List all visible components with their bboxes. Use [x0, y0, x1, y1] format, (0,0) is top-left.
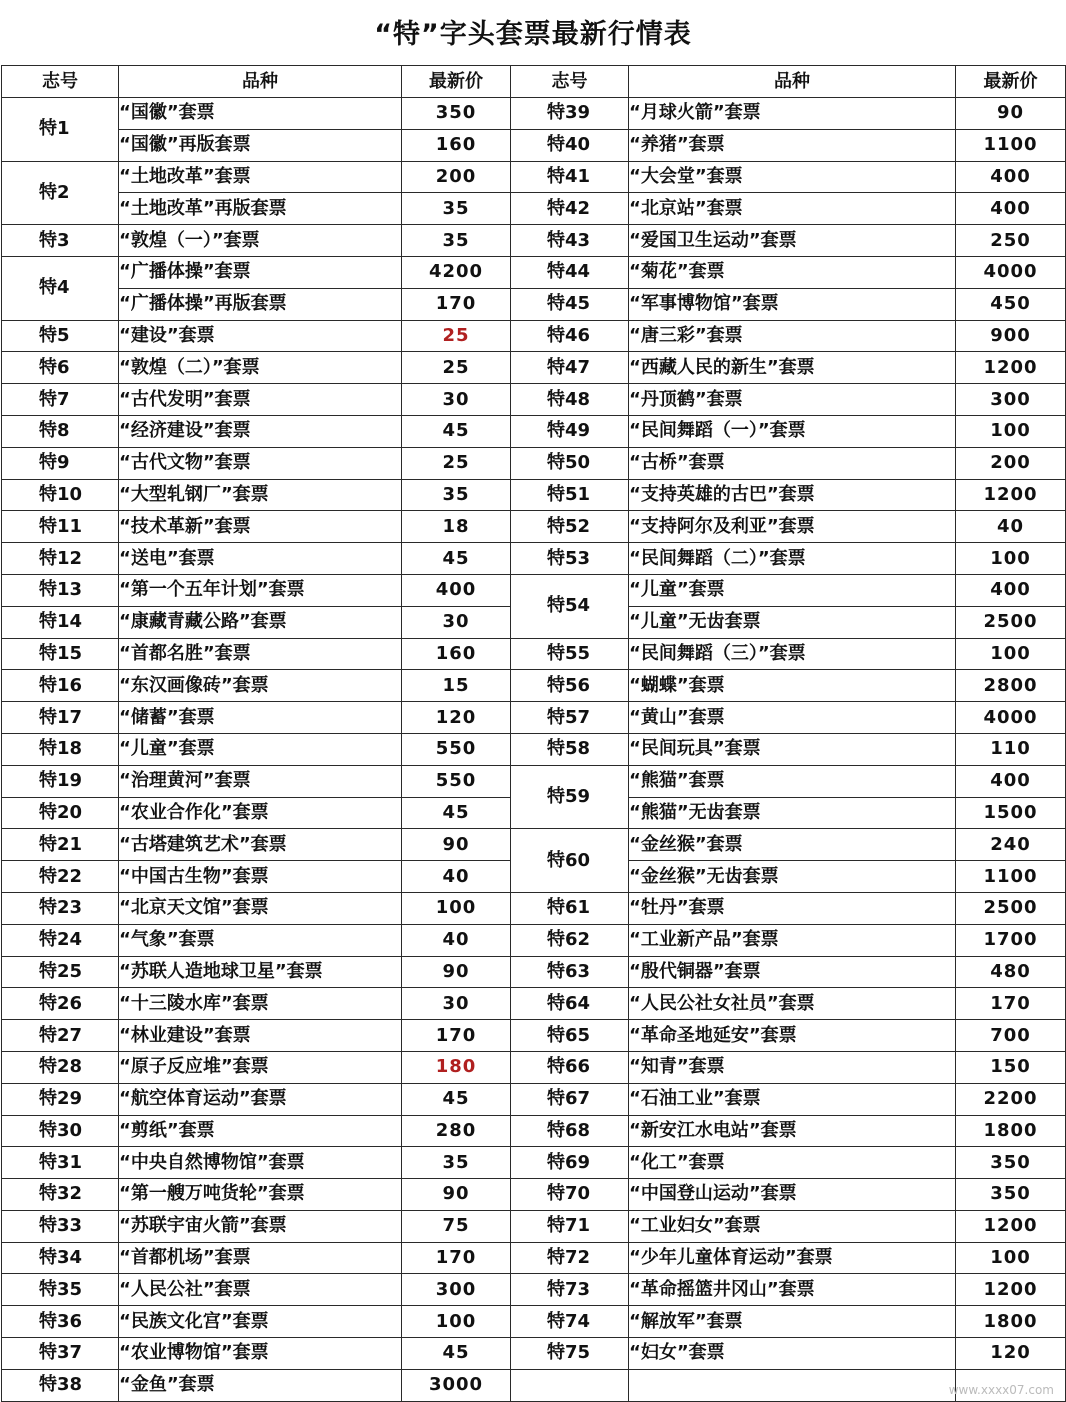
- table-row: [2, 384, 1066, 416]
- stamp-price: 900: [956, 320, 1066, 352]
- stamp-name: “工业新产品”套票: [629, 924, 956, 956]
- stamp-price: 350: [956, 1147, 1066, 1179]
- stamp-price: 25: [402, 447, 511, 479]
- table-row: [2, 320, 1066, 352]
- stamp-name: “人民公社女社员”套票: [629, 988, 956, 1020]
- table-row: [2, 765, 1066, 797]
- stamp-price: 2800: [956, 670, 1066, 702]
- table-row: [2, 193, 1066, 225]
- stamp-name: “敦煌（二）”套票: [119, 352, 402, 384]
- stamp-price: 35: [402, 1147, 511, 1179]
- table-row: [2, 161, 1066, 193]
- stamp-name: “民间玩具”套票: [629, 733, 956, 765]
- table-row: [2, 256, 1066, 288]
- stamp-price: 3000: [402, 1369, 511, 1401]
- stamp-code: 特30: [2, 1115, 119, 1147]
- stamp-name: “第一艘万吨货轮”套票: [119, 1179, 402, 1211]
- stamp-price: 25: [402, 352, 511, 384]
- stamp-price: 2500: [956, 892, 1066, 924]
- stamp-code: 特32: [2, 1179, 119, 1211]
- stamp-price: 700: [956, 1020, 1066, 1052]
- stamp-code: 特53: [511, 543, 629, 575]
- stamp-price: 170: [956, 988, 1066, 1020]
- stamp-code: 特75: [511, 1338, 629, 1370]
- table-row: [2, 829, 1066, 861]
- stamp-code: 特27: [2, 1020, 119, 1052]
- stamp-price: 400: [956, 574, 1066, 606]
- stamp-name: “人民公社”套票: [119, 1274, 402, 1306]
- stamp-price: 1800: [956, 1115, 1066, 1147]
- stamp-price: 90: [956, 98, 1066, 130]
- table-row: [2, 892, 1066, 924]
- stamp-name: “唐三彩”套票: [629, 320, 956, 352]
- stamp-code: 特28: [2, 1051, 119, 1083]
- stamp-name: “儿童”套票: [629, 574, 956, 606]
- stamp-name: “土地改革”再版套票: [119, 193, 402, 225]
- stamp-price: 200: [956, 447, 1066, 479]
- stamp-name: “民族文化宫”套票: [119, 1306, 402, 1338]
- header-price: 最新价: [956, 66, 1066, 98]
- stamp-name: “储蓄”套票: [119, 702, 402, 734]
- stamp-code: 特22: [2, 861, 119, 893]
- stamp-code: 特59: [511, 765, 629, 829]
- table-row: [2, 288, 1066, 320]
- stamp-price: 75: [402, 1210, 511, 1242]
- stamp-price: 40: [402, 861, 511, 893]
- stamp-code: 特55: [511, 638, 629, 670]
- table-row: [2, 1083, 1066, 1115]
- stamp-name: “送电”套票: [119, 543, 402, 575]
- stamp-name: “首都名胜”套票: [119, 638, 402, 670]
- stamp-price: 300: [402, 1274, 511, 1306]
- stamp-code: 特61: [511, 892, 629, 924]
- stamp-name: “蝴蝶”套票: [629, 670, 956, 702]
- stamp-price: 1200: [956, 1274, 1066, 1306]
- stamp-price: 170: [402, 1242, 511, 1274]
- table-row: [2, 670, 1066, 702]
- stamp-name: “民间舞蹈（三）”套票: [629, 638, 956, 670]
- stamp-price: 350: [402, 98, 511, 130]
- stamp-code: 特51: [511, 479, 629, 511]
- stamp-code: 特9: [2, 447, 119, 479]
- stamp-code: 特67: [511, 1083, 629, 1115]
- empty-cell: [629, 1369, 956, 1401]
- stamp-name: “丹顶鹤”套票: [629, 384, 956, 416]
- stamp-name: “古代文物”套票: [119, 447, 402, 479]
- table-row: [2, 1115, 1066, 1147]
- stamp-code: 特47: [511, 352, 629, 384]
- stamp-price: 200: [402, 161, 511, 193]
- stamp-code: 特54: [511, 574, 629, 638]
- stamp-code: 特1: [2, 98, 119, 162]
- stamp-code: 特13: [2, 574, 119, 606]
- stamp-price: 450: [956, 288, 1066, 320]
- stamp-price: 120: [402, 702, 511, 734]
- stamp-price: 400: [956, 765, 1066, 797]
- stamp-name: “古代发明”套票: [119, 384, 402, 416]
- stamp-name: “首都机场”套票: [119, 1242, 402, 1274]
- stamp-name: “牡丹”套票: [629, 892, 956, 924]
- stamp-price: 15: [402, 670, 511, 702]
- stamp-name: “剪纸”套票: [119, 1115, 402, 1147]
- stamp-name: “林业建设”套票: [119, 1020, 402, 1052]
- stamp-price: 4000: [956, 256, 1066, 288]
- stamp-name: “工业妇女”套票: [629, 1210, 956, 1242]
- stamp-code: 特48: [511, 384, 629, 416]
- stamp-name: “大型轧钢厂”套票: [119, 479, 402, 511]
- stamp-price: 90: [402, 956, 511, 988]
- stamp-name: “熊猫”无齿套票: [629, 797, 956, 829]
- stamp-code: 特8: [2, 415, 119, 447]
- stamp-price: 100: [402, 1306, 511, 1338]
- stamp-code: 特12: [2, 543, 119, 575]
- header-code: 志号: [511, 66, 629, 98]
- stamp-code: 特31: [2, 1147, 119, 1179]
- stamp-code: 特34: [2, 1242, 119, 1274]
- stamp-name: “石油工业”套票: [629, 1083, 956, 1115]
- stamp-code: 特64: [511, 988, 629, 1020]
- stamp-price: 45: [402, 1338, 511, 1370]
- stamp-code: 特19: [2, 765, 119, 797]
- stamp-name: “农业博物馆”套票: [119, 1338, 402, 1370]
- stamp-name: “原子反应堆”套票: [119, 1051, 402, 1083]
- stamp-name: “苏联宇宙火箭”套票: [119, 1210, 402, 1242]
- stamp-code: 特50: [511, 447, 629, 479]
- stamp-code: 特62: [511, 924, 629, 956]
- stamp-code: 特65: [511, 1020, 629, 1052]
- stamp-price: 1200: [956, 1210, 1066, 1242]
- stamp-code: 特21: [2, 829, 119, 861]
- stamp-price: 160: [402, 129, 511, 161]
- stamp-name: “敦煌（一）”套票: [119, 225, 402, 257]
- stamp-code: 特39: [511, 98, 629, 130]
- table-row: [2, 956, 1066, 988]
- stamp-price: 30: [402, 988, 511, 1020]
- stamp-code: 特25: [2, 956, 119, 988]
- stamp-code: 特70: [511, 1179, 629, 1211]
- stamp-name: “古塔建筑艺术”套票: [119, 829, 402, 861]
- stamp-price: 100: [402, 892, 511, 924]
- stamp-name: “经济建设”套票: [119, 415, 402, 447]
- stamp-code: 特52: [511, 511, 629, 543]
- stamp-code: 特24: [2, 924, 119, 956]
- stamp-code: 特2: [2, 161, 119, 225]
- stamp-name: “气象”套票: [119, 924, 402, 956]
- stamp-code: 特35: [2, 1274, 119, 1306]
- stamp-code: 特36: [2, 1306, 119, 1338]
- stamp-price: 1700: [956, 924, 1066, 956]
- stamp-price: 550: [402, 765, 511, 797]
- stamp-price: 400: [956, 193, 1066, 225]
- stamp-price: 110: [956, 733, 1066, 765]
- stamp-price: 4000: [956, 702, 1066, 734]
- stamp-name: “知青”套票: [629, 1051, 956, 1083]
- table-row: [2, 447, 1066, 479]
- stamp-name: “黄山”套票: [629, 702, 956, 734]
- stamp-code: 特57: [511, 702, 629, 734]
- stamp-name: “广播体操”套票: [119, 256, 402, 288]
- stamp-price: 170: [402, 288, 511, 320]
- table-row: [2, 225, 1066, 257]
- stamp-code: 特44: [511, 256, 629, 288]
- stamp-code: 特37: [2, 1338, 119, 1370]
- stamp-name: “康藏青藏公路”套票: [119, 606, 402, 638]
- stamp-price: 100: [956, 1242, 1066, 1274]
- stamp-code: 特56: [511, 670, 629, 702]
- stamp-price: 1800: [956, 1306, 1066, 1338]
- stamp-name: “金丝猴”套票: [629, 829, 956, 861]
- header-code: 志号: [2, 66, 119, 98]
- stamp-code: 特26: [2, 988, 119, 1020]
- stamp-code: 特17: [2, 702, 119, 734]
- header-price: 最新价: [402, 66, 511, 98]
- stamp-name: “第一个五年计划”套票: [119, 574, 402, 606]
- stamp-code: 特33: [2, 1210, 119, 1242]
- stamp-code: 特58: [511, 733, 629, 765]
- stamp-price: 300: [956, 384, 1066, 416]
- stamp-price: 45: [402, 797, 511, 829]
- header-row: [2, 66, 1066, 98]
- stamp-code: 特15: [2, 638, 119, 670]
- table-row: [2, 1274, 1066, 1306]
- stamp-name: “东汉画像砖”套票: [119, 670, 402, 702]
- stamp-price: 280: [402, 1115, 511, 1147]
- stamp-name: “月球火箭”套票: [629, 98, 956, 130]
- table-row: [2, 1242, 1066, 1274]
- stamp-name: “妇女”套票: [629, 1338, 956, 1370]
- stamp-name: “菊花”套票: [629, 256, 956, 288]
- stamp-name: “新安江水电站”套票: [629, 1115, 956, 1147]
- stamp-name: “解放军”套票: [629, 1306, 956, 1338]
- stamp-name: “少年儿童体育运动”套票: [629, 1242, 956, 1274]
- header-name: 品种: [629, 66, 956, 98]
- table-row: [2, 702, 1066, 734]
- stamp-name: “苏联人造地球卫星”套票: [119, 956, 402, 988]
- stamp-price: 45: [402, 543, 511, 575]
- stamp-price: 40: [402, 924, 511, 956]
- stamp-code: 特16: [2, 670, 119, 702]
- stamp-name: “建设”套票: [119, 320, 402, 352]
- stamp-price: 35: [402, 193, 511, 225]
- stamp-price: 1100: [956, 861, 1066, 893]
- stamp-price: 350: [956, 1179, 1066, 1211]
- table-row: [2, 1210, 1066, 1242]
- stamp-name: “支持英雄的古巴”套票: [629, 479, 956, 511]
- stamp-name: “技术革新”套票: [119, 511, 402, 543]
- stamp-code: 特20: [2, 797, 119, 829]
- table-row: [2, 415, 1066, 447]
- stamp-price: 480: [956, 956, 1066, 988]
- table-row: [2, 1338, 1066, 1370]
- stamp-name: “古桥”套票: [629, 447, 956, 479]
- stamp-code: 特42: [511, 193, 629, 225]
- header-name: 品种: [119, 66, 402, 98]
- table-row: [2, 574, 1066, 606]
- stamp-name: “国徽”套票: [119, 98, 402, 130]
- table-row: [2, 733, 1066, 765]
- stamp-price: 1200: [956, 479, 1066, 511]
- stamp-code: 特46: [511, 320, 629, 352]
- stamp-name: “中国登山运动”套票: [629, 1179, 956, 1211]
- table-row: [2, 543, 1066, 575]
- stamp-name: “广播体操”再版套票: [119, 288, 402, 320]
- stamp-price: 45: [402, 415, 511, 447]
- stamp-code: 特5: [2, 320, 119, 352]
- stamp-code: 特71: [511, 1210, 629, 1242]
- table-row: [2, 479, 1066, 511]
- stamp-name: “农业合作化”套票: [119, 797, 402, 829]
- stamp-name: “爱国卫生运动”套票: [629, 225, 956, 257]
- stamp-name: “国徽”再版套票: [119, 129, 402, 161]
- table-row: [2, 98, 1066, 130]
- table-row: [2, 1179, 1066, 1211]
- stamp-code: 特69: [511, 1147, 629, 1179]
- stamp-price: 100: [956, 638, 1066, 670]
- stamp-price: 1100: [956, 129, 1066, 161]
- stamp-price: 240: [956, 829, 1066, 861]
- stamp-code: 特63: [511, 956, 629, 988]
- stamp-price: 90: [402, 829, 511, 861]
- stamp-name: “儿童”无齿套票: [629, 606, 956, 638]
- stamp-price: 400: [956, 161, 1066, 193]
- stamp-code: 特18: [2, 733, 119, 765]
- stamp-name: “中国古生物”套票: [119, 861, 402, 893]
- stamp-price: 100: [956, 543, 1066, 575]
- stamp-code: 特60: [511, 829, 629, 893]
- stamp-price: 180: [402, 1051, 511, 1083]
- stamp-price: 1200: [956, 352, 1066, 384]
- table-row: [2, 1306, 1066, 1338]
- stamp-name: “民间舞蹈（二）”套票: [629, 543, 956, 575]
- stamp-price: 40: [956, 511, 1066, 543]
- stamp-code: 特68: [511, 1115, 629, 1147]
- stamp-name: “航空体育运动”套票: [119, 1083, 402, 1115]
- stamp-code: 特14: [2, 606, 119, 638]
- stamp-code: 特3: [2, 225, 119, 257]
- stamp-code: 特40: [511, 129, 629, 161]
- stamp-code: 特73: [511, 1274, 629, 1306]
- table-row: [2, 129, 1066, 161]
- stamp-price-table: [1, 65, 1066, 1402]
- stamp-code: 特10: [2, 479, 119, 511]
- stamp-price: 35: [402, 225, 511, 257]
- stamp-name: “熊猫”套票: [629, 765, 956, 797]
- stamp-name: “十三陵水库”套票: [119, 988, 402, 1020]
- page-title: “特”字头套票最新行情表: [374, 19, 692, 50]
- table-row: [2, 352, 1066, 384]
- table-row: [2, 638, 1066, 670]
- stamp-code: 特66: [511, 1051, 629, 1083]
- stamp-name: “革命摇篮井冈山”套票: [629, 1274, 956, 1306]
- stamp-name: “军事博物馆”套票: [629, 288, 956, 320]
- stamp-name: “治理黄河”套票: [119, 765, 402, 797]
- stamp-name: “土地改革”套票: [119, 161, 402, 193]
- stamp-code: 特38: [2, 1369, 119, 1401]
- stamp-price: 2500: [956, 606, 1066, 638]
- stamp-name: “儿童”套票: [119, 733, 402, 765]
- stamp-price: 100: [956, 415, 1066, 447]
- stamp-name: “化工”套票: [629, 1147, 956, 1179]
- stamp-price: 18: [402, 511, 511, 543]
- empty-cell: [511, 1369, 629, 1401]
- stamp-price: 150: [956, 1051, 1066, 1083]
- stamp-price: 25: [402, 320, 511, 352]
- stamp-name: “养猪”套票: [629, 129, 956, 161]
- stamp-price: 30: [402, 384, 511, 416]
- stamp-price: 2200: [956, 1083, 1066, 1115]
- stamp-name: “金鱼”套票: [119, 1369, 402, 1401]
- stamp-code: 特72: [511, 1242, 629, 1274]
- stamp-name: “西藏人民的新生”套票: [629, 352, 956, 384]
- stamp-code: 特4: [2, 256, 119, 320]
- table-row: [2, 1051, 1066, 1083]
- table-row: [2, 988, 1066, 1020]
- stamp-price: 90: [402, 1179, 511, 1211]
- stamp-code: 特6: [2, 352, 119, 384]
- stamp-code: 特23: [2, 892, 119, 924]
- table-row: [2, 511, 1066, 543]
- stamp-price: 120: [956, 1338, 1066, 1370]
- stamp-price: 160: [402, 638, 511, 670]
- stamp-price: 35: [402, 479, 511, 511]
- table-row: [2, 1020, 1066, 1052]
- stamp-name: “民间舞蹈（一）”套票: [629, 415, 956, 447]
- stamp-code: 特11: [2, 511, 119, 543]
- stamp-code: 特7: [2, 384, 119, 416]
- stamp-code: 特43: [511, 225, 629, 257]
- stamp-name: “支持阿尔及利亚”套票: [629, 511, 956, 543]
- stamp-name: “中央自然博物馆”套票: [119, 1147, 402, 1179]
- stamp-name: “殷代铜器”套票: [629, 956, 956, 988]
- stamp-price: 45: [402, 1083, 511, 1115]
- stamp-price: 30: [402, 606, 511, 638]
- stamp-code: 特74: [511, 1306, 629, 1338]
- stamp-name: “大会堂”套票: [629, 161, 956, 193]
- table-row: [2, 1369, 1066, 1401]
- stamp-price: 250: [956, 225, 1066, 257]
- stamp-name: “北京站”套票: [629, 193, 956, 225]
- stamp-price: 170: [402, 1020, 511, 1052]
- table-row: [2, 1147, 1066, 1179]
- stamp-name: “革命圣地延安”套票: [629, 1020, 956, 1052]
- stamp-price: 400: [402, 574, 511, 606]
- stamp-name: “北京天文馆”套票: [119, 892, 402, 924]
- stamp-price: 4200: [402, 256, 511, 288]
- table-row: [2, 924, 1066, 956]
- stamp-code: 特45: [511, 288, 629, 320]
- stamp-price: 550: [402, 733, 511, 765]
- stamp-code: 特29: [2, 1083, 119, 1115]
- stamp-name: “金丝猴”无齿套票: [629, 861, 956, 893]
- watermark: www.xxxx07.com: [948, 1383, 1054, 1397]
- stamp-code: 特41: [511, 161, 629, 193]
- stamp-code: 特49: [511, 415, 629, 447]
- stamp-price: 1500: [956, 797, 1066, 829]
